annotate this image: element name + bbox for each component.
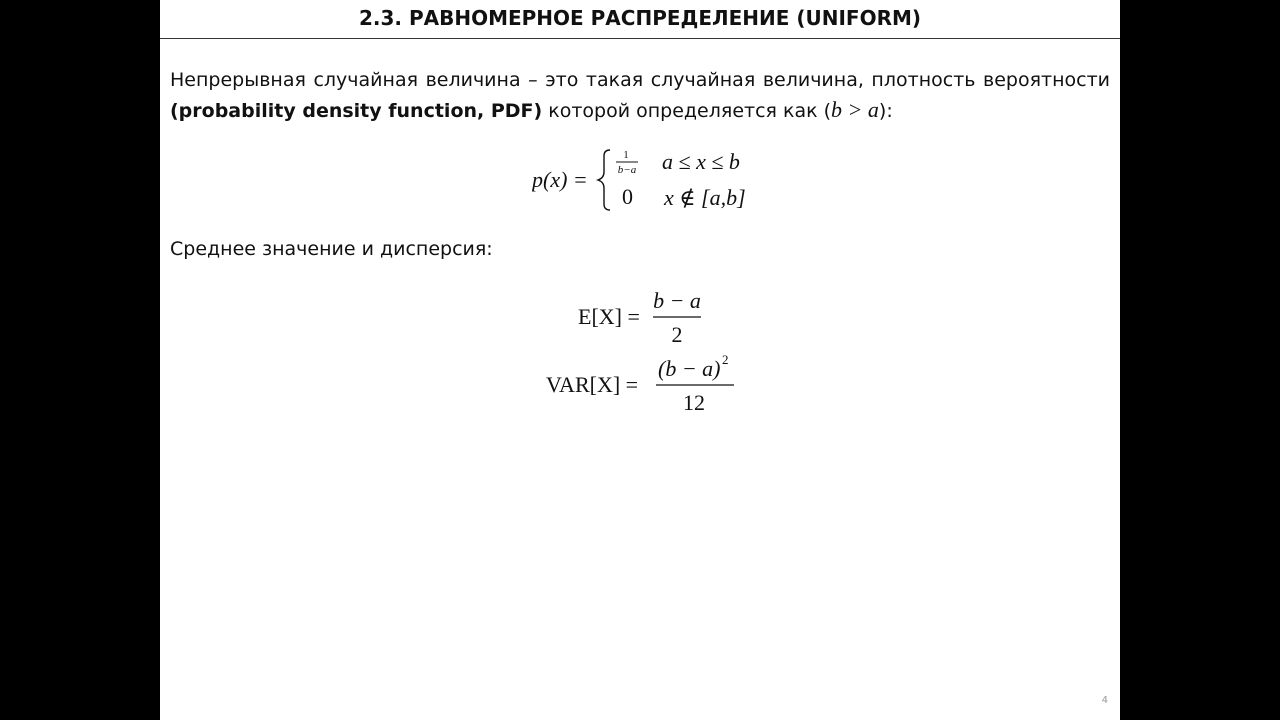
pdf-case1-num: 1	[623, 149, 629, 161]
variance-numerator: (b − a)	[658, 356, 721, 381]
definition-line-1: Непрерывная случайная величина – это такая случайная величина, плотность вероятности	[170, 69, 1110, 91]
definition-bold-term: (probability density function, PDF)	[170, 100, 543, 122]
slide-number: 4	[1101, 695, 1108, 706]
title-divider	[160, 38, 1120, 39]
variance-denominator: 12	[683, 390, 705, 415]
definition-close: ):	[878, 100, 893, 122]
variance-lhs: VAR[X] =	[546, 372, 639, 397]
definition-paragraph	[170, 66, 1110, 126]
variance-exponent: 2	[722, 352, 729, 367]
pdf-case2-value: 0	[622, 184, 633, 209]
pdf-case1-den: b−a	[617, 164, 637, 176]
brace-icon	[598, 150, 610, 210]
definition-rest: которой определяется как (	[542, 100, 832, 122]
mean-lhs: E[X] =	[578, 304, 640, 329]
mean-denominator: 2	[671, 322, 683, 347]
variance-formula	[544, 352, 744, 418]
mean-variance-heading: Среднее значение и дисперсия:	[170, 238, 493, 260]
slide	[160, 0, 1120, 720]
definition-condition: b > a	[831, 97, 879, 122]
pdf-case1-condition: a ≤ x ≤ b	[662, 149, 740, 174]
slide-title: 2.3. РАВНОМЕРНОЕ РАСПРЕДЕЛЕНИЕ (UNIFORM)	[358, 6, 922, 30]
mean-numerator: b − a	[653, 288, 701, 313]
mean-formula	[576, 286, 716, 348]
pdf-lhs: p(x) =	[532, 167, 588, 192]
pdf-formula	[532, 142, 762, 218]
pdf-case2-condition: x ∉ [a,b]	[664, 185, 746, 210]
